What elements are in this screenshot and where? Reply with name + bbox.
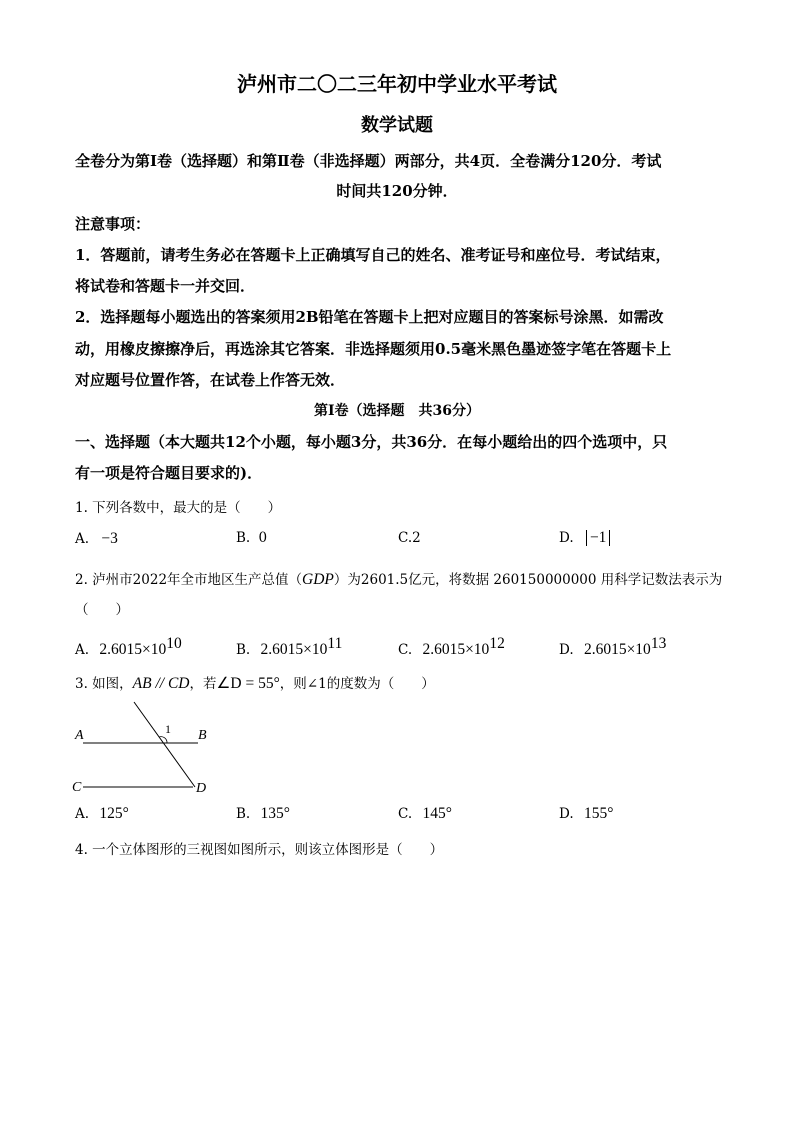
q2-option-a-label: A.: [75, 642, 90, 658]
q2-stem-gdp: GDP: [302, 571, 334, 588]
q2-option-c-exponent: 12: [489, 635, 505, 652]
section-instruction-line-2: 有一项是符合题目要求的)．: [75, 464, 263, 482]
q1-option-c-value: 2: [412, 530, 421, 546]
q2-option-a-exponent: 10: [166, 635, 182, 652]
q3-option-d-value: 155°: [583, 805, 614, 822]
q1-option-d-label: D.: [559, 530, 574, 546]
q2-option-d-mantissa: 2.6015×10: [583, 641, 651, 658]
note-2-line-3: 对应题号位置作答，在试卷上作答无效．: [75, 371, 346, 389]
question-2-stem: [75, 568, 722, 589]
q3-option-d-label: D.: [559, 806, 574, 822]
point-b-label: B: [198, 728, 207, 743]
q2-option-b: [236, 635, 342, 659]
q2-option-a: [75, 635, 182, 659]
q2-option-c-label: C.: [398, 642, 413, 658]
question-1-stem: 1. 下列各数中，最大的是（ ）: [75, 500, 282, 516]
intro-line-2: 时间共120分钟．: [336, 182, 458, 200]
q1-option-c: [398, 530, 421, 546]
q2-option-b-label: B.: [236, 642, 251, 658]
note-2-line-2: 动，用橡皮擦擦净后，再选涂其它答案．非选择题须用0.5毫米黑色墨迹签字笔在答题卡上: [75, 340, 672, 358]
q3-stem-post: ，则∠1的度数为（ ）: [279, 676, 435, 692]
question-4-stem: 4. 一个立体图形的三视图如图所示，则该立体图形是（ ）: [75, 842, 444, 858]
q2-option-d-exponent: 13: [650, 635, 667, 652]
q3-option-c-value: 145°: [422, 805, 452, 822]
q1-option-c-label: C.: [398, 530, 413, 546]
point-c-label: C: [72, 780, 82, 795]
point-a-label: A: [75, 728, 84, 743]
question-2-stem-line-2: （ ）: [75, 602, 129, 618]
q2-stem-pre: 2. 泸州市2022年全市地区生产总值（: [75, 572, 303, 588]
q1-option-b: [236, 530, 267, 546]
q1-option-d: [559, 530, 610, 546]
q3-option-a-value: 125°: [99, 805, 129, 822]
q2-option-b-mantissa: 2.6015×10: [260, 641, 328, 658]
q2-stem-post: ）为2601.5亿元，将数据 260150000000 用科学记数法表示为: [333, 572, 723, 588]
q3-option-b: [236, 805, 290, 823]
q3-option-d: [559, 805, 613, 823]
q3-option-b-value: 135°: [260, 805, 290, 822]
q3-stem-pre: 3. 如图，: [75, 676, 133, 692]
q3-stem-mid: ，若: [189, 676, 217, 692]
q3-stem-parallel: AB // CD: [132, 675, 190, 692]
q1-option-b-label: B.: [236, 530, 251, 546]
q1-option-a-value: −3: [101, 530, 118, 547]
q2-option-c: [398, 635, 505, 659]
question-3-stem: [75, 672, 435, 693]
exam-title: 泸州市二〇二三年初中学业水平考试: [237, 72, 557, 96]
transversal-line: [134, 702, 195, 787]
q1-option-a-label: A.: [75, 531, 90, 547]
section-instruction-line-1: 一、选择题（本大题共12个小题，每小题3分，共36分．在每小题给出的四个选项中，只: [75, 433, 668, 451]
q3-option-a-label: A.: [75, 806, 90, 822]
point-d-label: D: [196, 781, 207, 796]
angle-1-label: 1: [165, 722, 171, 736]
intro-line-1: 全卷分为第Ⅰ卷（选择题）和第Ⅱ卷（非选择题）两部分，共4页．全卷满分120分．考试: [75, 152, 662, 170]
q3-stem-angle: ∠D = 55°: [216, 675, 280, 692]
q2-option-d-label: D.: [559, 642, 574, 658]
q2-option-d: [559, 635, 666, 659]
note-2-line-1: 2．选择题每小题选出的答案须用2B铅笔在答题卡上把对应题目的答案标号涂黑．如需改: [75, 308, 664, 326]
q2-option-a-mantissa: 2.6015×10: [99, 641, 167, 658]
q3-figure: [68, 698, 218, 800]
q1-option-a: [75, 530, 118, 548]
note-1-line-1: 1．答题前，请考生务必在答题卡上正确填写自己的姓名、准考证号和座位号．考试结束，: [75, 246, 671, 264]
note-1-line-2: 将试卷和答题卡一并交回．: [75, 277, 256, 295]
q2-option-c-mantissa: 2.6015×10: [422, 641, 490, 658]
q3-option-a: [75, 805, 129, 823]
section-title: 第Ⅰ卷（选择题 共36分）: [313, 403, 481, 419]
q3-option-c: [398, 805, 452, 823]
exam-subtitle: 数学试题: [361, 115, 433, 136]
q3-option-b-label: B.: [236, 806, 251, 822]
q1-option-b-value: 0: [258, 530, 268, 546]
q3-option-c-label: C.: [398, 806, 413, 822]
q2-option-b-exponent: 11: [327, 635, 343, 652]
notes-heading: 注意事项：: [75, 215, 151, 233]
q1-option-d-value: −1: [586, 530, 611, 546]
